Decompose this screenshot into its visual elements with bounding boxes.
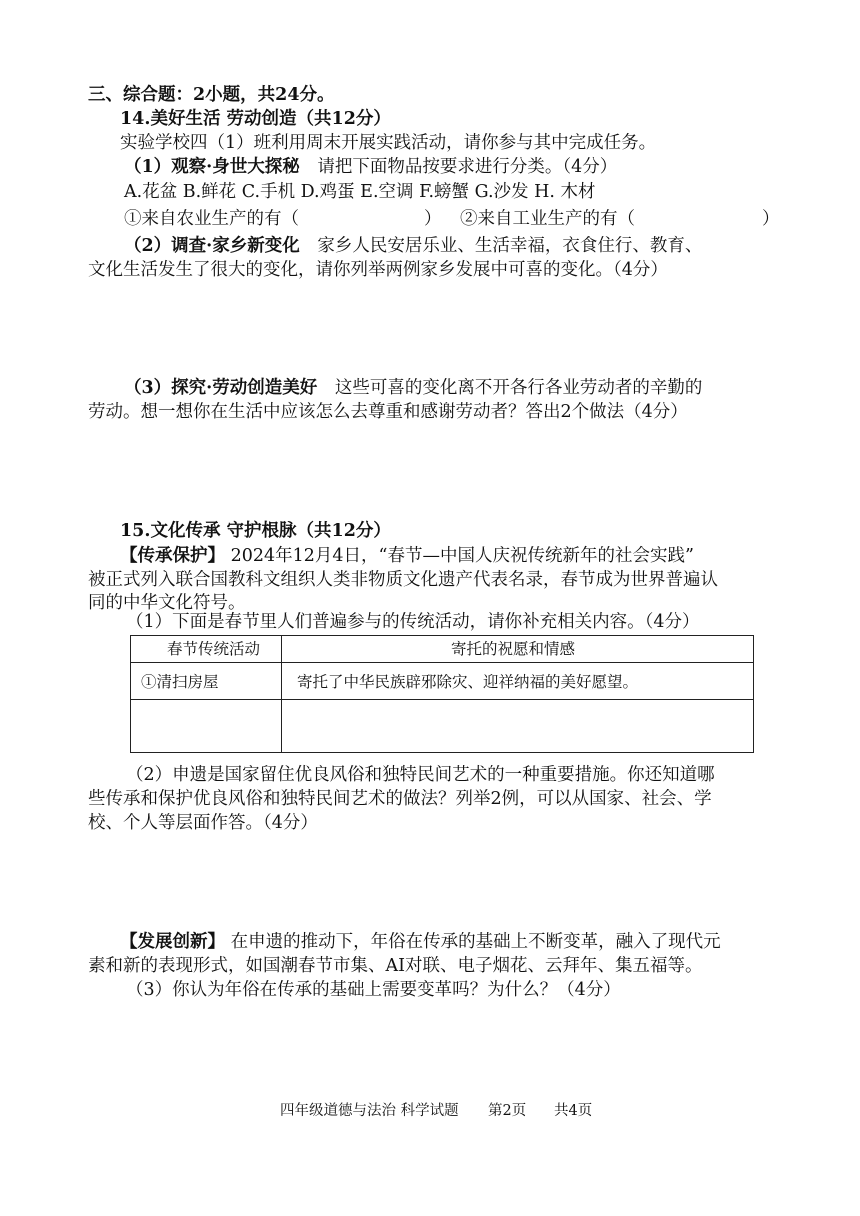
q14-part2-text-a: 家乡人民安居乐业、生活幸福，衣食住行、教育、 xyxy=(317,236,703,256)
q14-part1 xyxy=(124,156,617,178)
q15-part2-c: 校、个人等层面作答。（4分） xyxy=(88,813,318,833)
q15-part3: （3）你认为年俗在传承的基础上需要变革吗？为什么？（4分） xyxy=(126,980,621,1000)
q14-classify-agri xyxy=(124,208,299,230)
q14-part3-label: （3）探究·劳动创造美好 xyxy=(124,378,318,398)
q15-tag1-text: 2024年12月4日，“春节—中国人庆祝传统新年的社会实践” xyxy=(230,546,694,566)
q15-tag2-line-b: 素和新的表现形式，如国潮春节市集、AI对联、电子烟花、云拜年、集五福等。 xyxy=(88,956,703,976)
q14-part3-text-b: 劳动。想一想你在生活中应该怎么去尊重和感谢劳动者？答出2个做法（4分） xyxy=(88,402,688,422)
q14-part2-label: （2）调查·家乡新变化 xyxy=(124,236,300,256)
q15-line2: 被正式列入联合国教科文组织人类非物质文化遗产代表名录，春节成为世界普遍认 xyxy=(88,570,718,590)
table-header-activity: 春节传统活动 xyxy=(167,640,261,658)
table-row-divider xyxy=(131,699,753,700)
q14-intro: 实验学校四（1）班利用周末开展实践活动，请你参与其中完成任务。 xyxy=(120,133,657,153)
section-header: 三、综合题：2小题，共24分。 xyxy=(88,85,335,105)
q14-part3 xyxy=(124,377,702,399)
q14-title: 14.美好生活 劳动创造（共12分） xyxy=(120,109,391,129)
q15-tag2-line xyxy=(120,931,721,953)
q14-part2 xyxy=(124,235,702,257)
q14-part3-text-a: 这些可喜的变化离不开各行各业劳动者的辛勤的 xyxy=(334,378,703,398)
q15-tag2-text: 在申遗的推动下，年俗在传承的基础上不断变革，融入了现代元 xyxy=(230,932,721,952)
table-row1-meaning: 寄托了中华民族辟邪除灾、迎祥纳福的美好愿望。 xyxy=(297,673,639,691)
q14-part1-text: 请把下面物品按要求进行分类。（4分） xyxy=(317,157,618,177)
tradition-table xyxy=(130,635,754,753)
footer-total: 共4页 xyxy=(554,1103,593,1119)
table-column-divider xyxy=(281,636,282,752)
q15-part2-a: （2）申遗是国家留住优良风俗和独特民间艺术的一种重要措施。你还知道哪 xyxy=(126,765,715,785)
q14-options: A.花盆 B.鲜花 C.手机 D.鸡蛋 E.空调 F.螃蟹 G.沙发 H. 木材 xyxy=(124,182,596,202)
q14-classify-agri-label: ①来自农业生产的有（ xyxy=(124,209,299,229)
q14-classify-agri-close: ） xyxy=(424,209,442,229)
q15-tag1-line xyxy=(120,545,694,567)
q15-tag2: 【发展创新】 xyxy=(120,932,225,952)
q14-part1-label: （1）观察·身世大探秘 xyxy=(124,157,300,177)
table-header-meaning: 寄托的祝愿和情感 xyxy=(451,640,576,658)
q15-part1: （1）下面是春节里人们普遍参与的传统活动，请你补充相关内容。（4分） xyxy=(126,612,700,632)
q14-classify-industry-close: ） xyxy=(762,209,780,229)
q15-part2-b: 些传承和保护优良风俗和独特民间艺术的做法？列举2例，可以从国家、社会、学 xyxy=(88,789,712,809)
q14-part2-text-b: 文化生活发生了很大的变化，请你列举两例家乡发展中可喜的变化。（4分） xyxy=(88,260,668,280)
q14-classify-industry: ②来自工业生产的有（ xyxy=(460,209,635,229)
footer-page: 第2页 xyxy=(488,1103,527,1119)
q15-line3: 同的中华文化符号。 xyxy=(88,593,246,613)
q15-title: 15.文化传承 守护根脉（共12分） xyxy=(120,521,391,541)
table-header-divider xyxy=(131,662,753,663)
q15-tag1: 【传承保护】 xyxy=(120,546,225,566)
table-row1-activity: ①清扫房屋 xyxy=(141,673,219,691)
footer-subject: 四年级道德与法治 科学试题 xyxy=(280,1103,459,1119)
